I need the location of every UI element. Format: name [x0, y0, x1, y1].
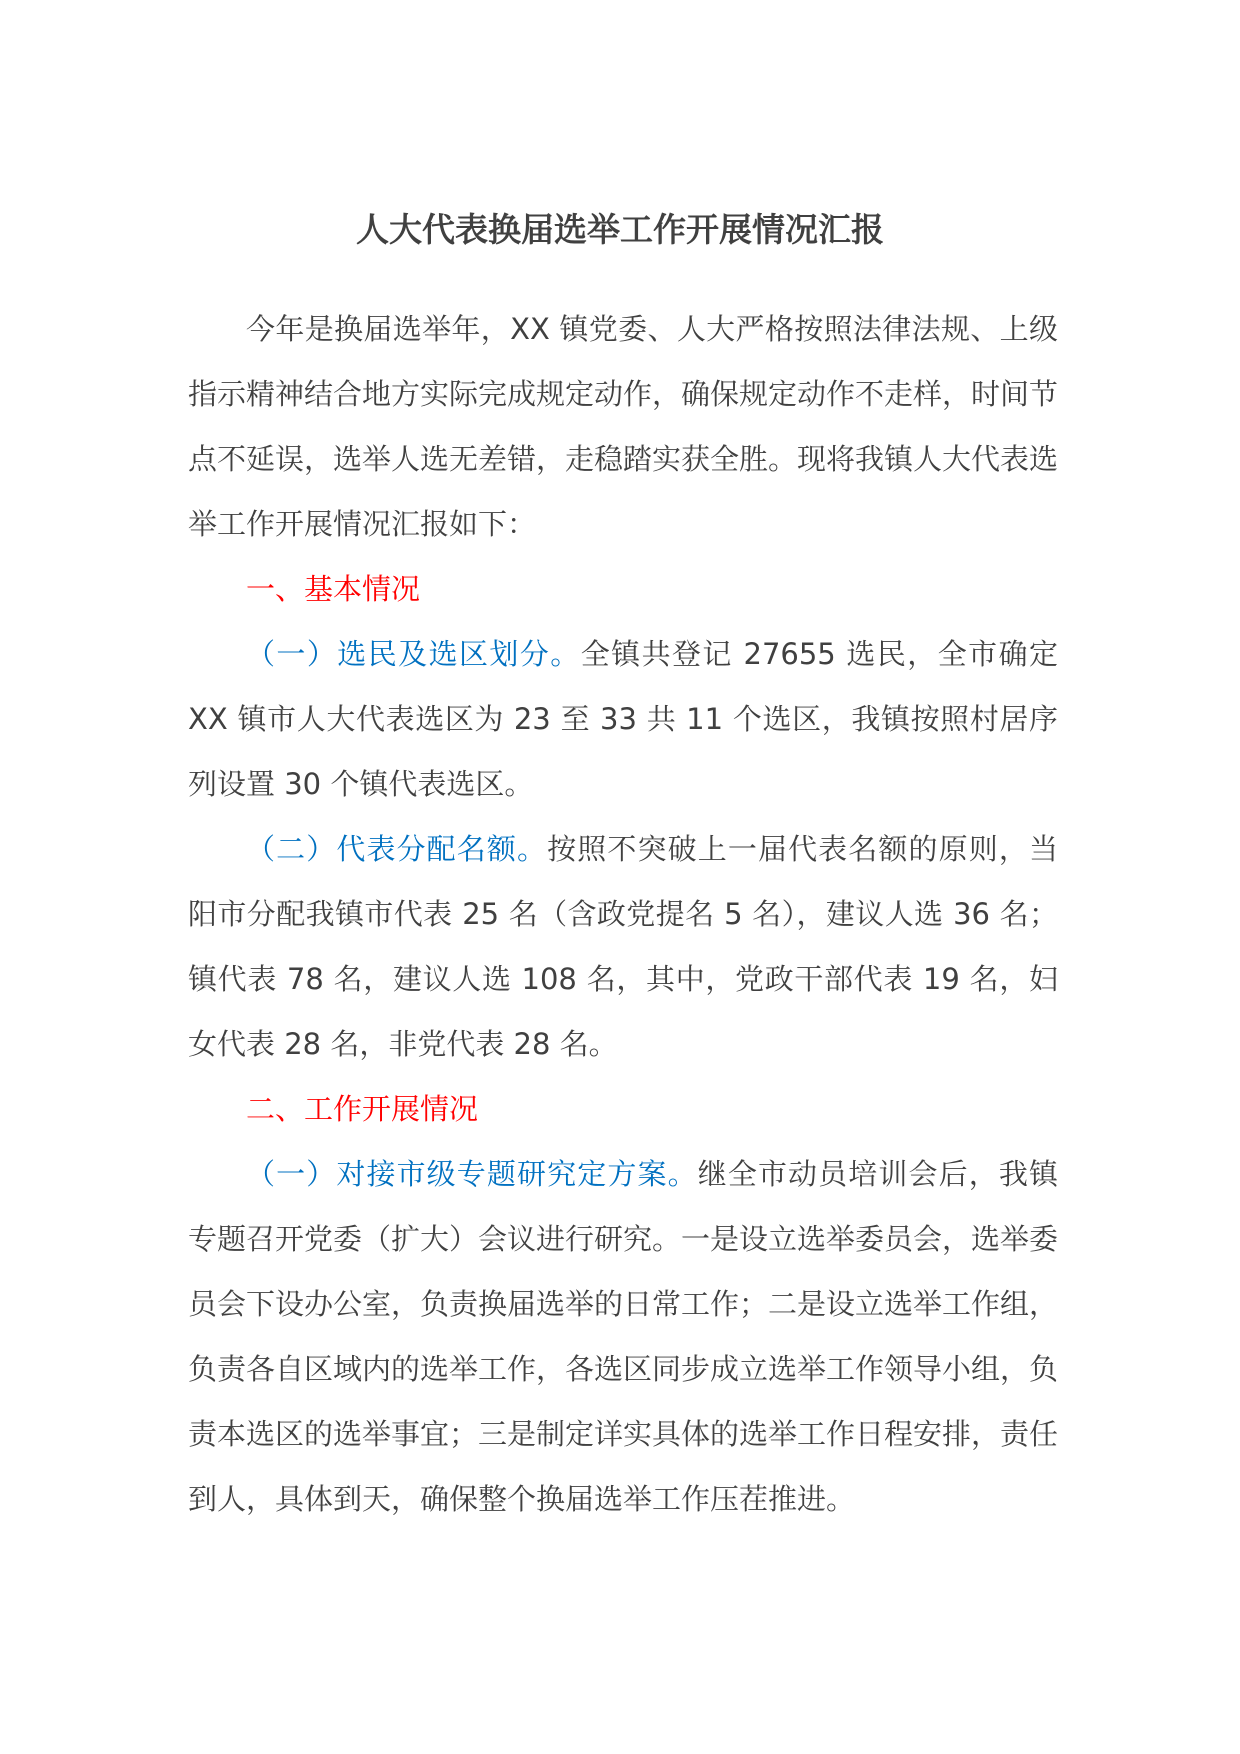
- item-text: 全镇共登记 27655 选民，全市确定 XX 镇市人大代表选区为 23 至 33 共 11 个选区，我镇按照村居序列设置 30 个镇代表选区。: [188, 637, 1058, 801]
- paragraph-plan: [188, 1142, 1058, 1532]
- item-text: 按照不突破上一届代表名额的原则，当阳市分配我镇市代表 25 名（含政党提名 5 名），建议人选 36 名；镇代表 78 名，建议人选 108 名，其中，党政干部代表 19 名，妇女代表 28 名，非党代表 28 名。: [188, 832, 1058, 1061]
- paragraph-voters-districts: [188, 622, 1058, 817]
- item-heading: （二）代表分配名额。: [246, 832, 548, 866]
- document-body: [188, 297, 1058, 1532]
- section-heading-work: 二、工作开展情况: [246, 1092, 479, 1126]
- section-heading-basic: 一、基本情况: [246, 572, 421, 606]
- paragraph-quota: [188, 817, 1058, 1077]
- item-heading: （一）对接市级专题研究定方案。: [246, 1157, 698, 1191]
- item-heading: （一）选民及选区划分。: [246, 637, 581, 671]
- document-title: 人大代表换届选举工作开展情况汇报: [356, 210, 884, 249]
- intro-paragraph: 今年是换届选举年，XX 镇党委、人大严格按照法律法规、上级指示精神结合地方实际完成规定动作，确保规定动作不走样，时间节点不延误，选举人选无差错，走稳踏实获全胜。现将我镇人大代表选举工作开展情况汇报如下：: [188, 312, 1059, 541]
- item-text: 继全市动员培训会后，我镇专题召开党委（扩大）会议进行研究。一是设立选举委员会，选举委员会下设办公室，负责换届选举的日常工作；二是设立选举工作组，负责各自区域内的选举工作，各选区同步成立选举工作领导小组，负责本选区的选举事宜；三是制定详实具体的选举工作日程安排，责任到人，具体到天，确保整个换届选举工作压茬推进。: [188, 1157, 1059, 1516]
